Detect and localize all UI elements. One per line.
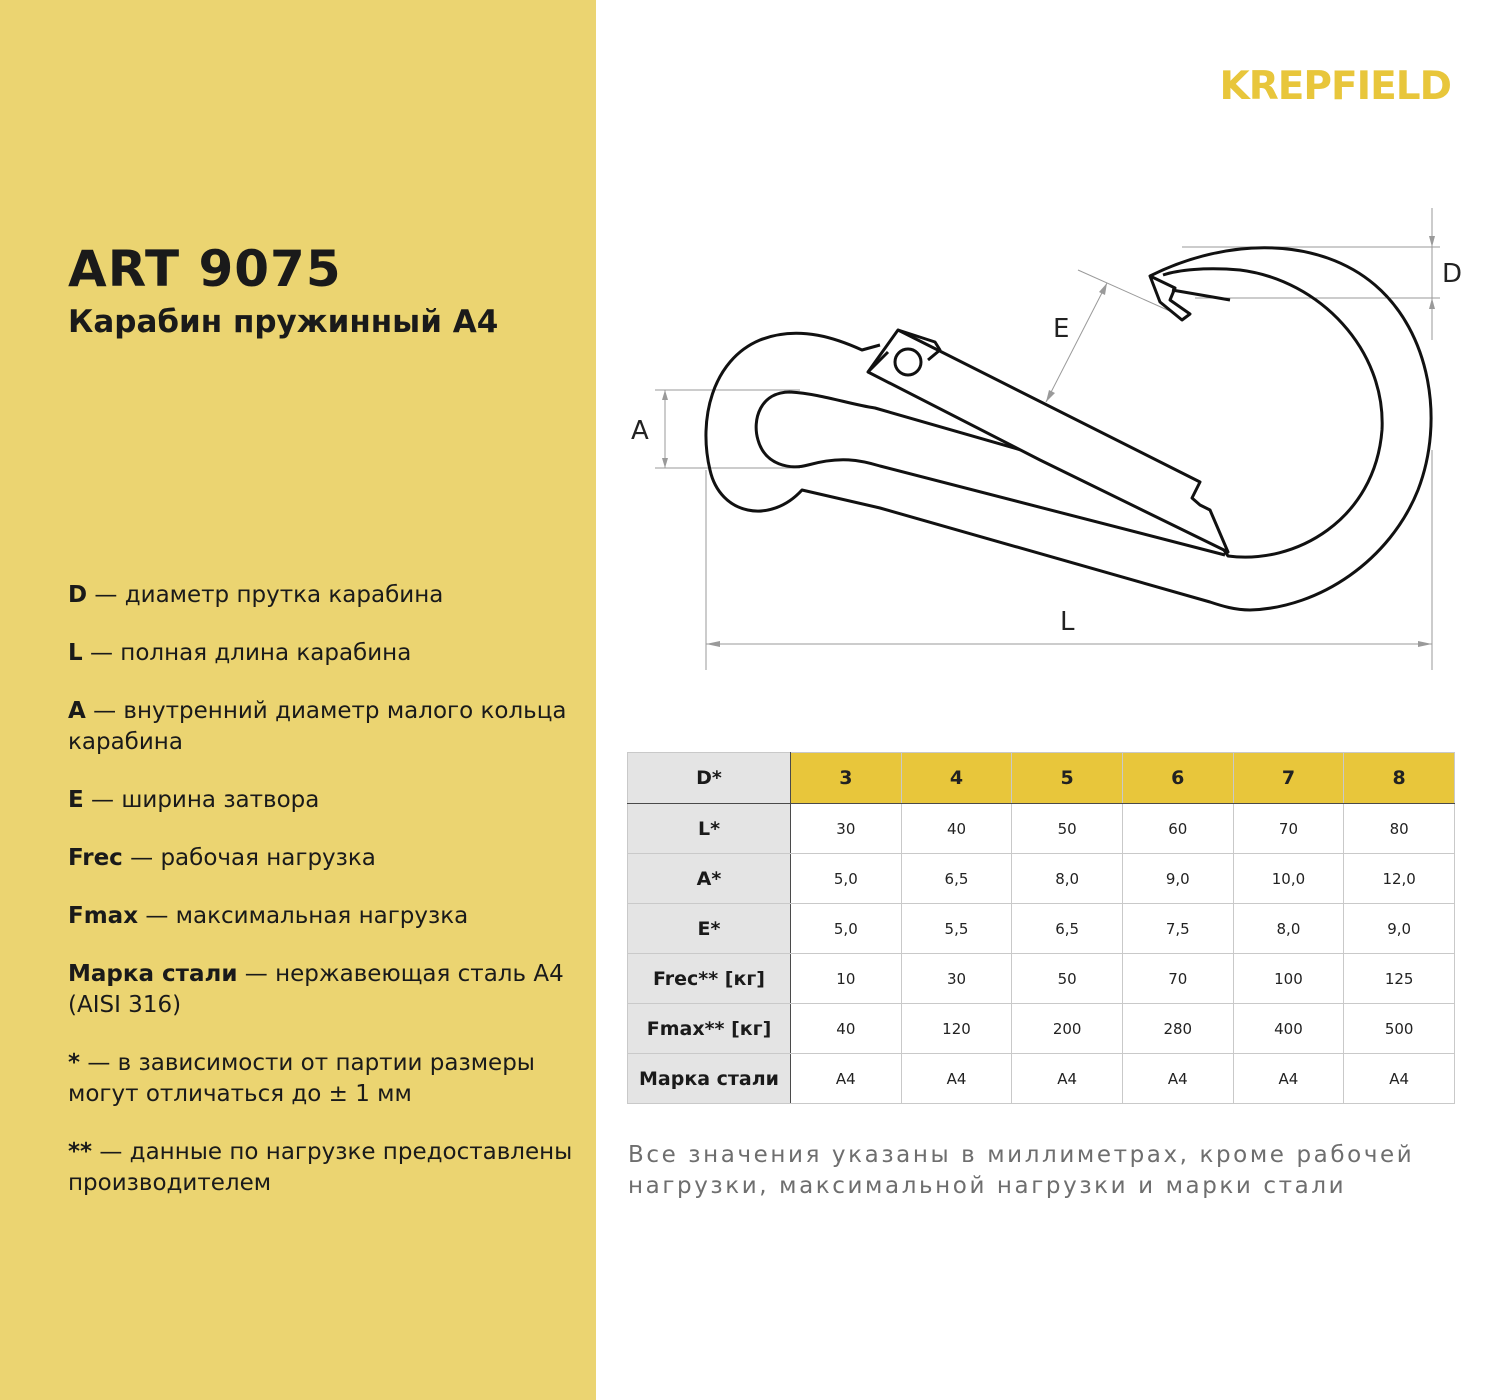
table-cell: 50 — [1012, 954, 1123, 1004]
table-cell: 70 — [1233, 804, 1344, 854]
legend-item: * — в зависимости от партии размеры могут отличаться до ± 1 мм — [68, 1050, 535, 1107]
header-cell: 5 — [1012, 753, 1123, 804]
row-header: Frec** [кг] — [628, 954, 791, 1004]
row-header: L* — [628, 804, 791, 854]
table-cell: A4 — [1344, 1054, 1455, 1104]
table-cell: 70 — [1122, 954, 1233, 1004]
legend-item: D — диаметр прутка карабина — [68, 582, 444, 608]
row-header: Марка стали — [628, 1054, 791, 1104]
table-row — [628, 1004, 1455, 1054]
legend-item: A — внутренний диаметр малого кольца карабина — [68, 698, 567, 755]
table-cell: 120 — [901, 1004, 1012, 1054]
table-cell: A4 — [901, 1054, 1012, 1104]
row-header: A* — [628, 854, 791, 904]
table-row — [628, 1054, 1455, 1104]
units-note: Все значения указаны в миллиметрах, кроме рабочей нагрузки, максимальной нагрузки и марки стали — [628, 1142, 1415, 1199]
header-cell: 3 — [791, 753, 902, 804]
legend-item: E — ширина затвора — [68, 787, 320, 813]
label-e: E — [1053, 314, 1070, 344]
table-cell: 500 — [1344, 1004, 1455, 1054]
row-header: D* — [628, 753, 791, 804]
header-cell: 8 — [1344, 753, 1455, 804]
legend-item: Марка стали — нержавеющая сталь А4 (AISI 316) — [68, 961, 564, 1018]
table-cell: 125 — [1344, 954, 1455, 1004]
table-cell: 5,0 — [791, 904, 902, 954]
table-cell: 12,0 — [1344, 854, 1455, 904]
table-cell: 50 — [1012, 804, 1123, 854]
row-header: E* — [628, 904, 791, 954]
product-title: Карабин пружинный А4 — [68, 304, 499, 340]
table-cell: 400 — [1233, 1004, 1344, 1054]
label-d: D — [1442, 259, 1463, 289]
carabiner-drawing — [620, 200, 1480, 680]
table-cell: 200 — [1012, 1004, 1123, 1054]
table-cell: 80 — [1344, 804, 1455, 854]
specifications-table — [627, 752, 1455, 1104]
table-row — [628, 854, 1455, 904]
legend-item: ** — данные по нагрузке предоставлены производителем — [68, 1139, 573, 1196]
legend-item: L — полная длина карабина — [68, 640, 412, 666]
table-row — [628, 954, 1455, 1004]
table-cell: 100 — [1233, 954, 1344, 1004]
table-row — [628, 804, 1455, 854]
table-cell: 8,0 — [1233, 904, 1344, 954]
table-header-row — [628, 753, 1455, 804]
table-cell: 10 — [791, 954, 902, 1004]
table-cell: A4 — [1012, 1054, 1123, 1104]
product-article: ART 9075 — [68, 240, 342, 298]
carabiner-body — [706, 248, 1431, 610]
table-cell: 280 — [1122, 1004, 1233, 1054]
table-cell: 5,0 — [791, 854, 902, 904]
row-header: Fmax** [кг] — [628, 1004, 791, 1054]
header-cell: 6 — [1122, 753, 1233, 804]
dimension-legend — [68, 580, 578, 1226]
table-cell: 6,5 — [901, 854, 1012, 904]
label-l: L — [1060, 607, 1075, 637]
table-cell: 30 — [901, 954, 1012, 1004]
legend-item: Fmax — максимальная нагрузка — [68, 903, 469, 929]
table-cell: 9,0 — [1122, 854, 1233, 904]
table-row — [628, 904, 1455, 954]
table-cell: 6,5 — [1012, 904, 1123, 954]
table-cell: 9,0 — [1344, 904, 1455, 954]
table-cell: 60 — [1122, 804, 1233, 854]
table-cell: 40 — [791, 1004, 902, 1054]
table-cell: A4 — [1122, 1054, 1233, 1104]
table-cell: 30 — [791, 804, 902, 854]
table-cell: 40 — [901, 804, 1012, 854]
table-cell: 10,0 — [1233, 854, 1344, 904]
brand-logo: KREPFIELD — [1219, 64, 1451, 109]
table-cell: 8,0 — [1012, 854, 1123, 904]
header-cell: 7 — [1233, 753, 1344, 804]
legend-item: Frec — рабочая нагрузка — [68, 845, 376, 871]
label-a: A — [631, 416, 649, 446]
header-cell: 4 — [901, 753, 1012, 804]
table-cell: 5,5 — [901, 904, 1012, 954]
table-cell: A4 — [1233, 1054, 1344, 1104]
table-cell: A4 — [791, 1054, 902, 1104]
table-cell: 7,5 — [1122, 904, 1233, 954]
